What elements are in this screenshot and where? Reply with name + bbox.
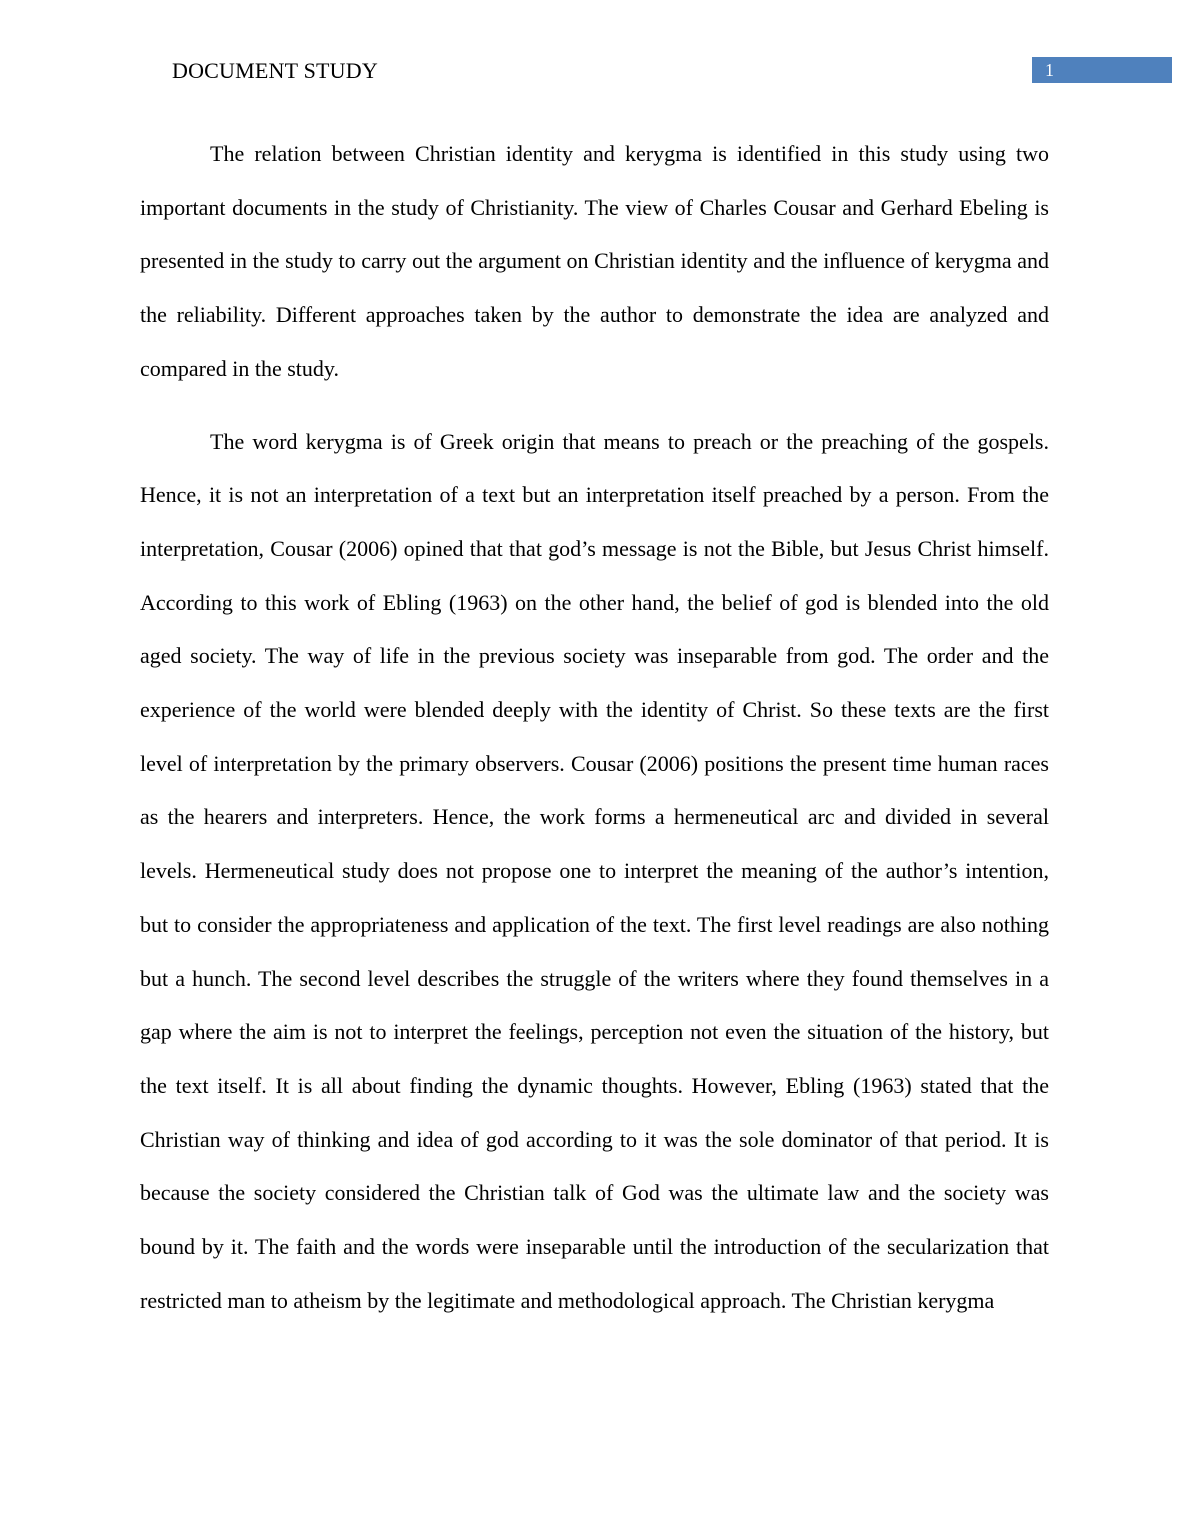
paragraph-2: The word kerygma is of Greek origin that means to preach or the preaching of the gospels. Hence, it is not an interpretation of a text but an interpretation itself preached by a person. From the interpretation, Cousar (2006) opined that that god’s message is not the Bible, but Jesus Christ himself. According to this work of Ebling (1963) on the other hand, the belief of god is blended into the old aged society. The way of life in the previous society was inseparable from god. The order and the experience of the world were blended deeply with the identity of Christ. So these texts are the first level of interpretation by the primary observers. Cousar (2006) positions the present time human races as the hearers and interpreters. Hence, the work forms a hermeneutical arc and divided in several levels. Hermeneutical study does not propose one to interpret the meaning of the author’s intention, but to consider the appropriateness and application of the text. The first level readings are also nothing but a hunch. The second level describes the struggle of the writers where they found themselves in a gap where the aim is not to interpret the feelings, perception not even the situation of the history, but the text itself. It is all about finding the dynamic thoughts. However, Ebling (1963) stated that the Christian way of thinking and idea of god according to it was the sole dominator of that period. It is because the society considered the Christian talk of God was the ultimate law and the society was bound by it. The faith and the words were inseparable until the introduction of the secularization that restricted man to atheism by the legitimate and methodological approach. The Christian kerygma <box>140 428 1049 1313</box>
page-number-badge <box>1032 57 1172 83</box>
document-body <box>140 127 1049 1327</box>
running-header-title: DOCUMENT STUDY <box>172 58 378 83</box>
paragraph-1: The relation between Christian identity and kerygma is identified in this study using two important documents in the study of Christianity. The view of Charles Cousar and Gerhard Ebeling is presented in the study to carry out the argument on Christian identity and the influence of kerygma and the reliability. Different approaches taken by the author to demonstrate the idea are analyzed and compared in the study. <box>140 141 1049 381</box>
page-number: 1 <box>1045 60 1054 80</box>
